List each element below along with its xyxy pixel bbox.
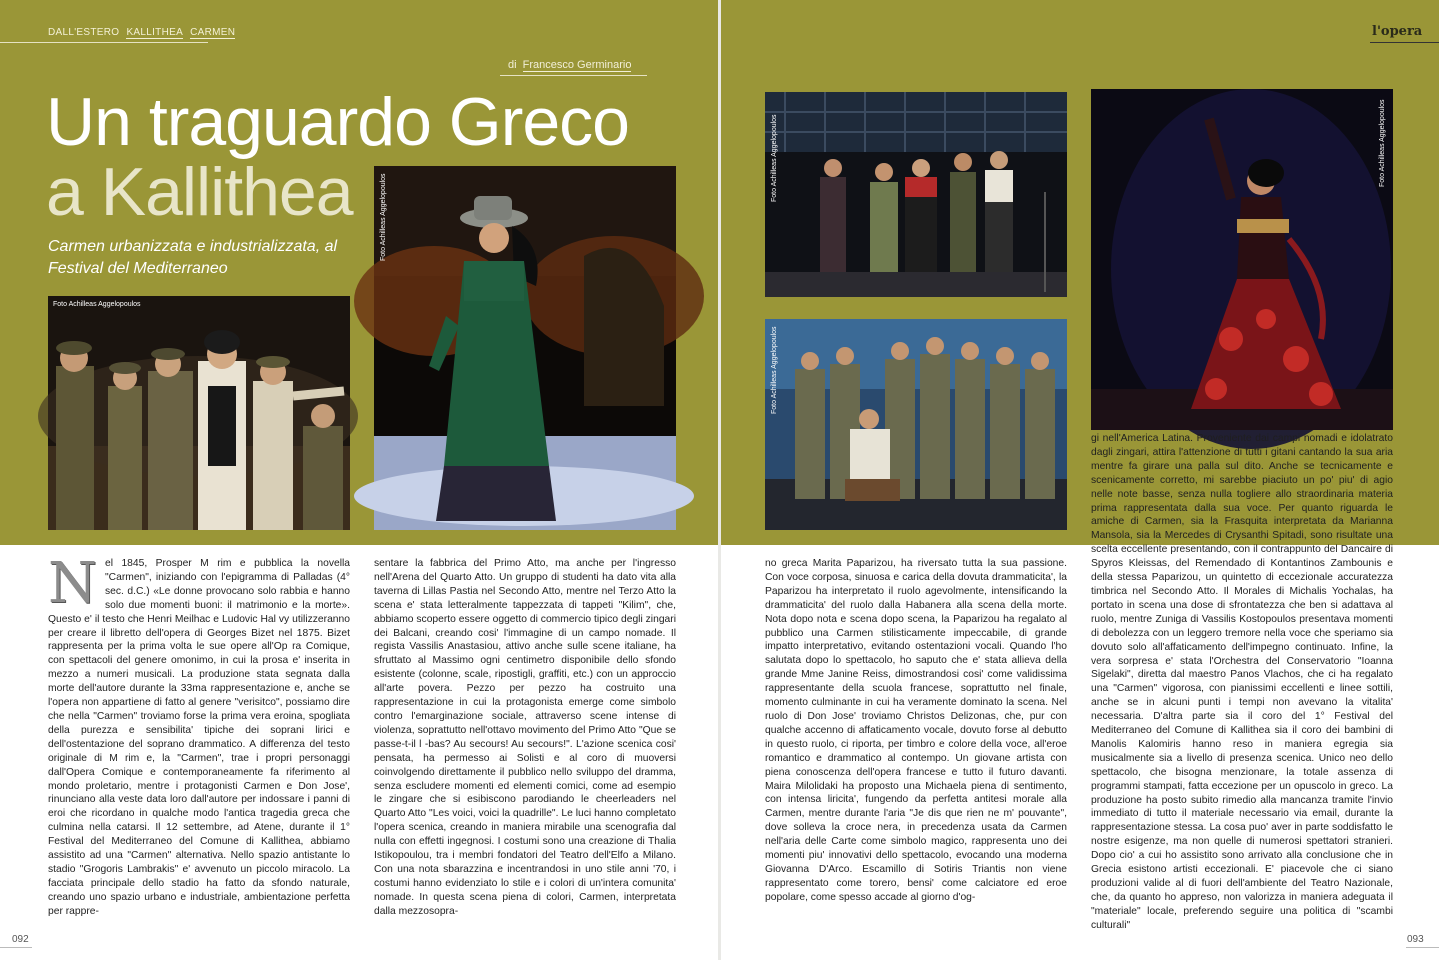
byline-prefix: di: [508, 59, 517, 71]
byline-rule: [500, 75, 647, 76]
header-rule-left: [0, 42, 208, 43]
magazine-logo: l'opera: [1372, 24, 1423, 39]
photo-credit-4: Foto Achilleas Aggelopoulos: [771, 326, 778, 414]
section-tag-3: CARMEN: [190, 27, 236, 38]
headline-line-1: Un traguardo Greco: [46, 84, 629, 160]
photo-soldiers-chorus: [765, 319, 1067, 530]
header-rule-right: [1370, 42, 1439, 43]
article-text-2: sentare la fabbrica del Primo Atto, ma anche per l'ingresso nell'Arena del Quarto Atto. Un gruppo di studenti ha dato vita alla taverna di Lillas Pastia nel Secondo Atto, mentre nel Terzo Atto la scena e' stata letteralmente tappezzata di tappeti "Kilim", che, abbiamo scoperto essere oggetto di commercio tipico degli zingari dei Balcani, creando cosi' l'immagine di un campo nomade. Il regista Vassilis Anastasiou, attivo anche sulle scene italiane, ha sfruttato al Massimo ogni centimetro disponibile dello sfondo esistente (colonne, scale, ripostigli, graffiti, etc.) con un approccio all'arte povera. Pezzo per pezzo ha costruito una rappresentazione in cui la protagonista emerge come simbolo contro l'emarginazione sociale, attraverso scene intense di violenza, soprattutto nell'ottavo movimento del Primo Atto "Que se passe-t-il l -bas? Au secours! Au secours!". L'azione scenica cosi' pensata, ha permesso ai Solisti e al coro di muoversi coinvolgendo direttamente il pubblico nello sviluppo del dramma, senza escludere momenti ed elementi comici, come ad esempio le zingare che si esibiscono parodiando le cheerleaders nel Quarto Atto "Les voici, voici la quadrille". Le luci hanno completato l'opera scenica, creando in maniera mirabile una scenografia dal nulla con effetti ingegnosi. I costumi sono una creazione di Thalia Istikopoulou, tra i membri fondatori del Teatro dell'Elfo a Milano. Con una nota sbarazzina e incentrandosi in uno stile anni '70, i costumi hanno evidenziato lo stile e i colori di un'intera comunita' nomade. In questa scena piena di colori, Carmen, interpretata dalla mezzosopra-: [374, 558, 676, 917]
article-column-4: [1091, 432, 1393, 931]
photo-carmen-red-dress: [1091, 89, 1393, 430]
photo-carmen-soldiers: [48, 296, 350, 530]
footer-rule-left: [0, 947, 32, 948]
article-text-4: gi nell'America Latina. Proveniente dai campi nomadi e idolatrato dagli zingari, attira l'attenzione di tutti i gitani cantando la sua aria mentre fa girare una palla sul dito. Anche se tecnicamente e scenicamente corretto, mi sarebbe piaciuto un po' piu' di agio nelle note basse, senza nulla togliere allo straordinaria materia prima rappresentata dalla sua voce. Per quanto riguarda le amiche di Carmen, sia la Frasquita interpretata da Marianna Mansola, sia la Mercedes di Crysanthi Spitadi, sono risultate una scelta eccellente presentando, con il contrappunto del Dancaire di Spyros Kleissas, del Remendado di Kontantinos Zambounis e della stessa Paparizou, un quintetto di eccezionale accuratezza timbrica nel Secondo Atto. Il Morales di Michalis Yochalas, ha portato in scena una dose di sfrontatezza che ben si adattava al ruolo, mentre Zuniga di Vassilis Kostopoulos presentava momenti di debolezza con un leggero tremore nella voce che speriamo sia dovuto solo all'affaticamento dell'impegno continuato. Infine, la vera sorpresa e' stata l'Orchestra del Conservatorio "Ioanna Sigelaki", diretta dal maestro Panos Vlachos, che ci ha regalato una "Carmen" vigorosa, con pianissimi eccellenti e linee sottili, anche se in alcuni punti i tempi non avevano la vitalita' necessaria. D'altra parte sia il coro del 1° Festival del Mediterraneo del Comune di Kallithea sia il coro dei bambini di Manolis Kalomiris hanno reso in maniera egregia sia musicalmente sia a livello di presenza scenica. Unico neo dello spettacolo, che bisogna menzionare, la totale assenza di programmi stampati, fatta eccezione per un opuscolo in greco. La produzione ha posto subito rimedio alla mancanza tramite l'invio immediato di tutto il materiale necessario via email, durante la rappresentazione stessa. La cosa puo' aver in parte soddisfatto le nostre esigenze, ma non quelle di numerosi spettatori stranieri. Dopo cio' a cui ho assistito sono arrivato alla conclusione che in Grecia esistono artisti eccezionali. E' piacevole che ci siano produzioni valide al di fuori dell'ambiente del Teatro Nazionale, che, da quanto ho appreso, non valorizza in maniera adeguata il "materiale" locale, preferendo seguire una politica di "scambi culturali": [1091, 433, 1393, 931]
photo-credit-2: Foto Achilleas Aggelopoulos: [380, 173, 387, 261]
article-column-3: [765, 557, 1067, 903]
page-number-left: 092: [12, 934, 29, 945]
photo-cast-on-stage: [765, 92, 1067, 297]
byline-author: Francesco Germinario: [522, 59, 632, 71]
article-column-2: [374, 557, 676, 917]
section-tag-1: DALL'ESTERO: [48, 27, 120, 38]
section-tag-2: KALLITHEA: [126, 27, 184, 38]
footer-rule-right: [1406, 947, 1439, 948]
article-text-3: no greca Marita Paparizou, ha riversato tutta la sua passione. Con voce corposa, sinuosa e carica della dovuta drammaticita', la Paparizou ha interpretato il ruolo agevolmente, intensificando la drammaticita' del ruolo dalla Habanera alla scena della morte. Nota dopo nota e scena dopo scena, la Paparizou ha regalato al pubblico una Carmen stilisticamente impeccabile, di grande impatto interpretativo, evitando ostentazioni vocali. Quando l'ho salutata dopo lo spettacolo, ho saputo che e' stata allieva della grande Mme Janine Reiss, dimostrandosi cosi' come validissima rappresentante della scuola francese, soprattutto nel finale, momento culminante in cui ha veramente dominato la scena. Nel ruolo di Don Jose' troviamo Christos Delizonas, che, pur con qualche accenno di affaticamento vocale, dovuto forse al debutto in questo ruolo, ci riporta, per timbro e colore della voce, all'eroe romantico e drammatico al contempo. Un giovane artista con piena conoscenza dell'opera francese e tutto il futuro davanti. Maira Milolidaki ha proposto una Michaela piena di sentimento, con intensa liricita', fungendo da perfetta antitesi morale alla Carmen, mentre durante l'aria "Je dis que rien ne m' pouvante", dove solleva la croce nera, in precedenza usata da Carmen nell'aria delle Carte come simbolo magico, rappresenta uno dei momenti piu' innovativi dello spettacolo, evocando una moderna Giovanna D'Arco. Escamillo di Sotiris Triantis non viene rappresentato come torero, bensi' come calciatore ed eroe popolare, come spesso accade al giorno d'og-: [765, 558, 1067, 903]
article-column-1: [48, 551, 350, 917]
article-text-1: el 1845, Prosper M rim e pubblica la novella "Carmen", iniziando con l'epigramma di Palladas (4° sec. d.C.) «Le donne provocano solo rabbia e hanno solo due momenti buoni: il matrimonio e la morte». Questo e' il testo che Henri Meilhac e Ludovic Hal vy utilizzeranno per creare il libretto dell'opera di Georges Bizet nel 1875. Bizet rappresenta per la prima volta le sue opere all'Op ra Comique, con spettacoli del genere omonimo, in cui la prosa e' inserita in mezzo a numeri musicali. La produzione stata segnata dalla morte dell'autore durante la 33ma rappresentazione e, anche se l'opera non appartiene di fatto al genere "verisitco", possiamo dire che nella "Carmen" troviamo forse la prima vera eroina, spogliata della purezza e sensibilita' tipiche dei soprani lirici e dell'ostentazione del soprano drammatico. A differenza del testo originale di M rim e, la "Carmen", trae i propri personaggi dall'Opera Comique e contemporaneamente fa riferimento al mondo proletario, mentre i protagonisti Carmen e Don Jose', rinunciano alla veste data loro dall'autore per indossare i panni di eroi che ricordano in qualche modo l'antica tragedia greca che culmina nella catarsi. Il 12 settembre, ad Atene, durante il 1° Festival del Mediterraneo del Comune di Kallithea, abbiamo assistito ad una "Carmen" alternativa. Nello spazio antistante lo stadio "Grogoris Lambrakis" e' avvenuto un piccolo miracolo. La facciata principale dello stadio ha fatto da sfondo naturale, creando uno spazio urbano e industriale, ambientazione perfetta per rappre-: [48, 558, 350, 917]
byline: [508, 59, 631, 71]
page-number-right: 093: [1407, 934, 1424, 945]
photo-credit-3: Foto Achilleas Aggelopoulos: [771, 114, 778, 202]
subtitle: Carmen urbanizzata e industrializzata, al Festival del Mediterraneo: [48, 238, 338, 277]
page-gutter: [718, 0, 721, 960]
photo-credit-5: Foto Achilleas Aggelopoulos: [1379, 99, 1386, 187]
headline-line-2: a Kallithea: [46, 154, 353, 230]
section-tags: [48, 27, 239, 38]
photo-credit-1: Foto Achilleas Aggelopoulos: [53, 301, 141, 308]
photo-carmen-green-coat: [374, 166, 676, 530]
drop-cap: N: [48, 551, 97, 616]
